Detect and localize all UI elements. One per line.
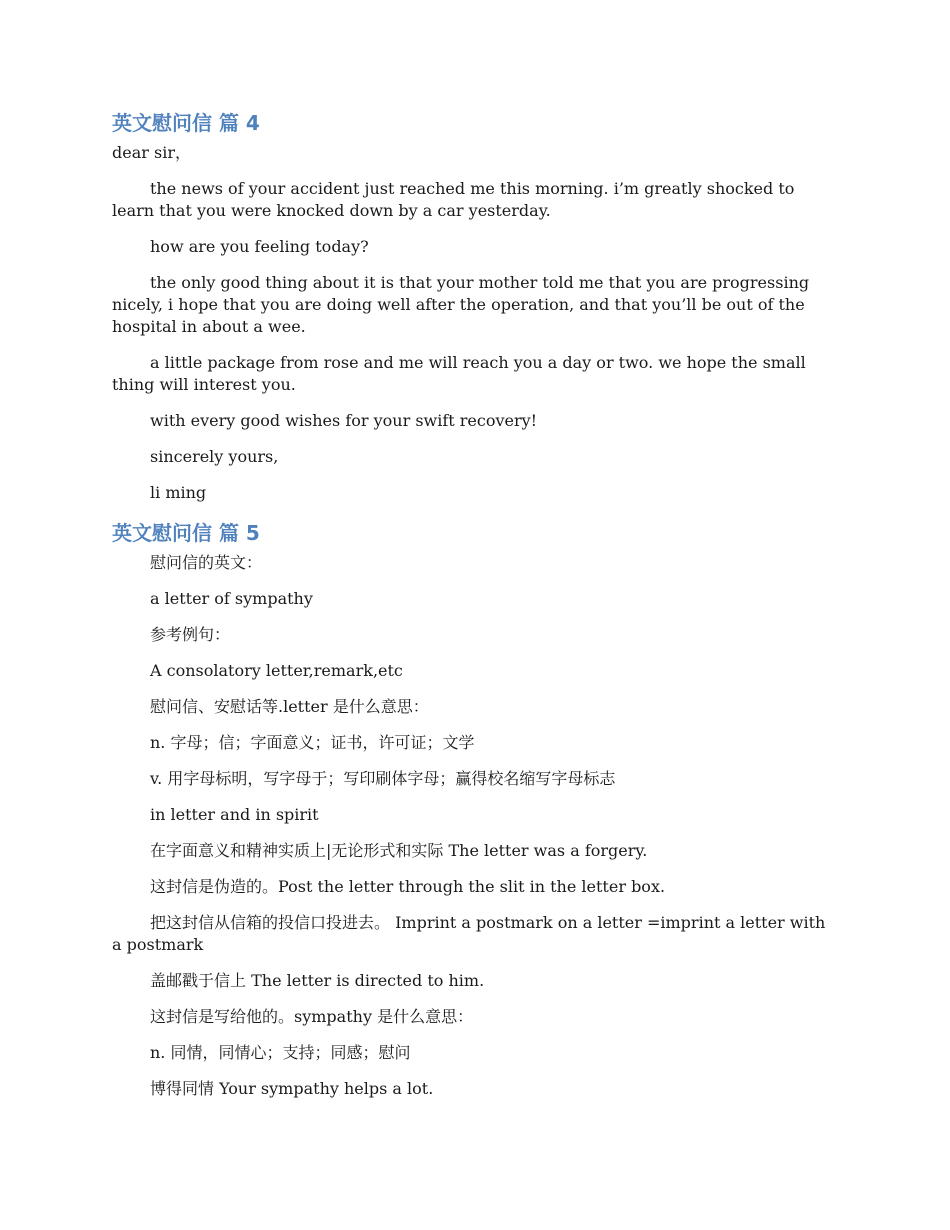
paragraph: 盖邮戳于信上 The letter is directed to him. — [150, 971, 485, 990]
paragraph: in letter and in spirit — [150, 805, 319, 824]
paragraph: with every good wishes for your swift recovery! — [150, 411, 538, 430]
paragraph: n. 字母；信；字面意义；证书，许可证；文学 — [150, 733, 475, 752]
paragraph: the news of your accident just reached me this morning. i’m greatly shocked to learn that you were knocked down by a car yesterday. — [112, 179, 795, 220]
paragraph: a letter of sympathy — [150, 589, 313, 608]
section-5 — [112, 518, 832, 1100]
paragraph: 在字面意义和精神实质上|无论形式和实际 The letter was a forgery. — [150, 841, 648, 860]
section-4 — [112, 108, 832, 504]
section-4-heading: 英文慰问信 篇 4 — [112, 111, 260, 135]
paragraph: 把这封信从信箱的投信口投进去。 Imprint a postmark on a letter =imprint a letter with a postmark — [112, 913, 826, 954]
paragraph: a little package from rose and me will reach you a day or two. we hope the small thing will interest you. — [112, 353, 806, 394]
paragraph: how are you feeling today? — [150, 237, 369, 256]
paragraph: v. 用字母标明，写字母于；写印刷体字母；赢得校名缩写字母标志 — [150, 769, 616, 788]
salutation: dear sir， — [112, 143, 191, 162]
paragraph: 慰问信、安慰话等.letter 是什么意思： — [150, 697, 429, 716]
paragraph: A consolatory letter,remark,etc — [150, 661, 403, 680]
paragraph: 这封信是写给他的。sympathy 是什么意思： — [150, 1007, 474, 1026]
document-page — [112, 108, 832, 1114]
section-5-heading: 英文慰问信 篇 5 — [112, 521, 260, 545]
signature: li ming — [150, 483, 207, 502]
paragraph: 慰问信的英文： — [150, 553, 263, 572]
paragraph: n. 同情，同情心；支持；同感；慰问 — [150, 1043, 411, 1062]
paragraph: the only good thing about it is that your mother told me that you are progressing nicely, i hope that you are doing well after the operation, and that you’ll be out of the hospital in about a wee. — [112, 273, 810, 336]
paragraph: 这封信是伪造的。Post the letter through the slit in the letter box. — [150, 877, 666, 896]
closing: sincerely yours, — [150, 447, 279, 466]
paragraph: 博得同情 Your sympathy helps a lot. — [150, 1079, 434, 1098]
paragraph: 参考例句： — [150, 625, 231, 644]
